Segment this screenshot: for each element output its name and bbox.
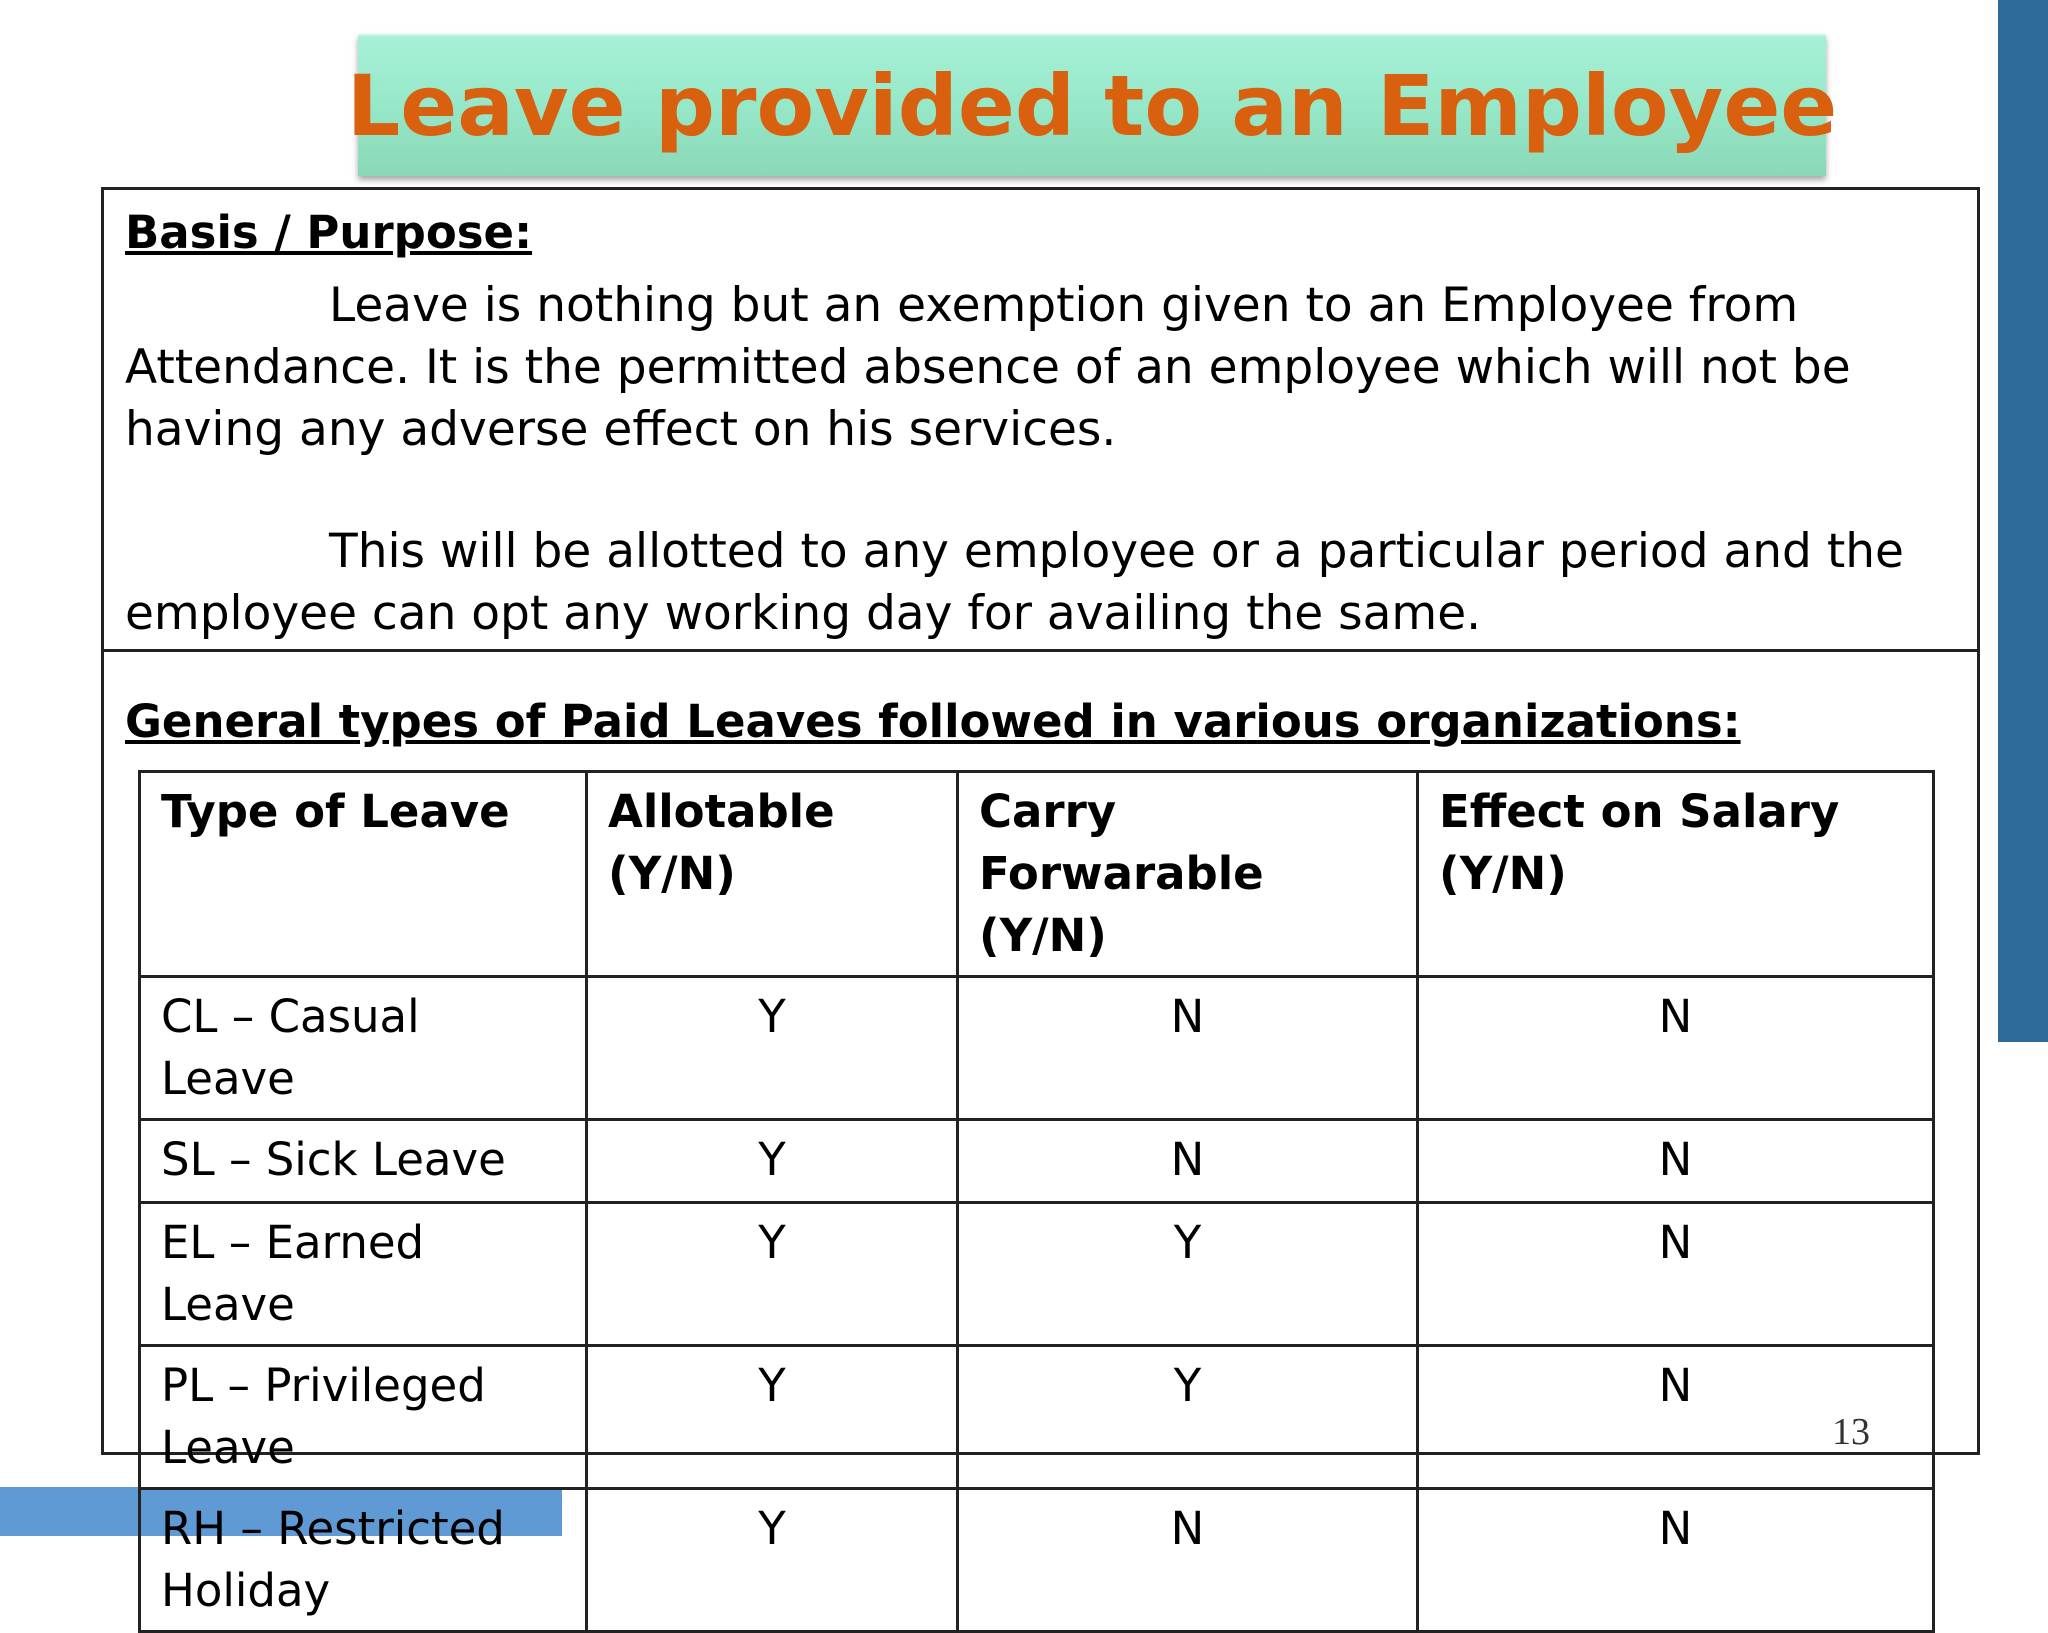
leave-types-table bbox=[138, 770, 1935, 1633]
salary-effect-cell: N bbox=[1418, 1489, 1934, 1632]
allotable-cell: Y bbox=[587, 1203, 958, 1346]
basis-section bbox=[104, 190, 1977, 652]
table-row bbox=[140, 1203, 1934, 1346]
content-frame bbox=[101, 187, 1980, 1617]
title-banner bbox=[346, 34, 1838, 176]
table-header-row bbox=[140, 772, 1934, 977]
leave-type-cell: PL – Privileged Leave bbox=[140, 1346, 587, 1489]
header-effect-on-salary: Effect on Salary (Y/N) bbox=[1418, 772, 1934, 977]
salary-effect-cell: N bbox=[1418, 977, 1934, 1120]
allotable-cell: Y bbox=[587, 1120, 958, 1203]
leave-type-cell: CL – Casual Leave bbox=[140, 977, 587, 1120]
carry-forward-cell: Y bbox=[958, 1203, 1418, 1346]
table-row bbox=[140, 1346, 1934, 1489]
allotable-cell: Y bbox=[587, 1489, 958, 1632]
basis-paragraph-2-text: This will be allotted to any employee or a particular period and the employee can opt any working day for availing the same. bbox=[125, 524, 1904, 641]
right-accent-bar bbox=[1998, 0, 2048, 1042]
salary-effect-cell: N bbox=[1418, 1120, 1934, 1203]
table-row bbox=[140, 977, 1934, 1120]
basis-paragraph-1-text: Leave is nothing but an exemption given to an Employee from Attendance. It is the permitted absence of an employee which will not be having any adverse effect on his services. bbox=[125, 278, 1851, 457]
salary-effect-cell: N bbox=[1418, 1203, 1934, 1346]
basis-paragraph-1 bbox=[125, 275, 1960, 461]
header-carry-forwardable: Carry Forwarable (Y/N) bbox=[958, 772, 1418, 977]
carry-forward-cell: Y bbox=[958, 1346, 1418, 1489]
table-row bbox=[140, 1489, 1934, 1632]
carry-forward-cell: N bbox=[958, 977, 1418, 1120]
allotable-cell: Y bbox=[587, 977, 958, 1120]
header-allotable: Allotable (Y/N) bbox=[587, 772, 958, 977]
slide-title: Leave provided to an Employee bbox=[346, 57, 1838, 155]
carry-forward-cell: N bbox=[958, 1489, 1418, 1632]
leave-type-cell: EL – Earned Leave bbox=[140, 1203, 587, 1346]
leave-type-cell: SL – Sick Leave bbox=[140, 1120, 587, 1203]
leave-type-cell: RH – Restricted Holiday bbox=[140, 1489, 587, 1632]
page-number: 13 bbox=[1832, 1411, 1870, 1453]
allotable-cell: Y bbox=[587, 1346, 958, 1489]
table-row bbox=[140, 1120, 1934, 1203]
carry-forward-cell: N bbox=[958, 1120, 1418, 1203]
types-heading: General types of Paid Leaves followed in various organizations: bbox=[125, 695, 1741, 748]
salary-effect-cell: N bbox=[1418, 1346, 1934, 1489]
basis-paragraph-2 bbox=[125, 521, 1960, 645]
header-type-of-leave: Type of Leave bbox=[140, 772, 587, 977]
basis-heading: Basis / Purpose: bbox=[125, 206, 533, 259]
